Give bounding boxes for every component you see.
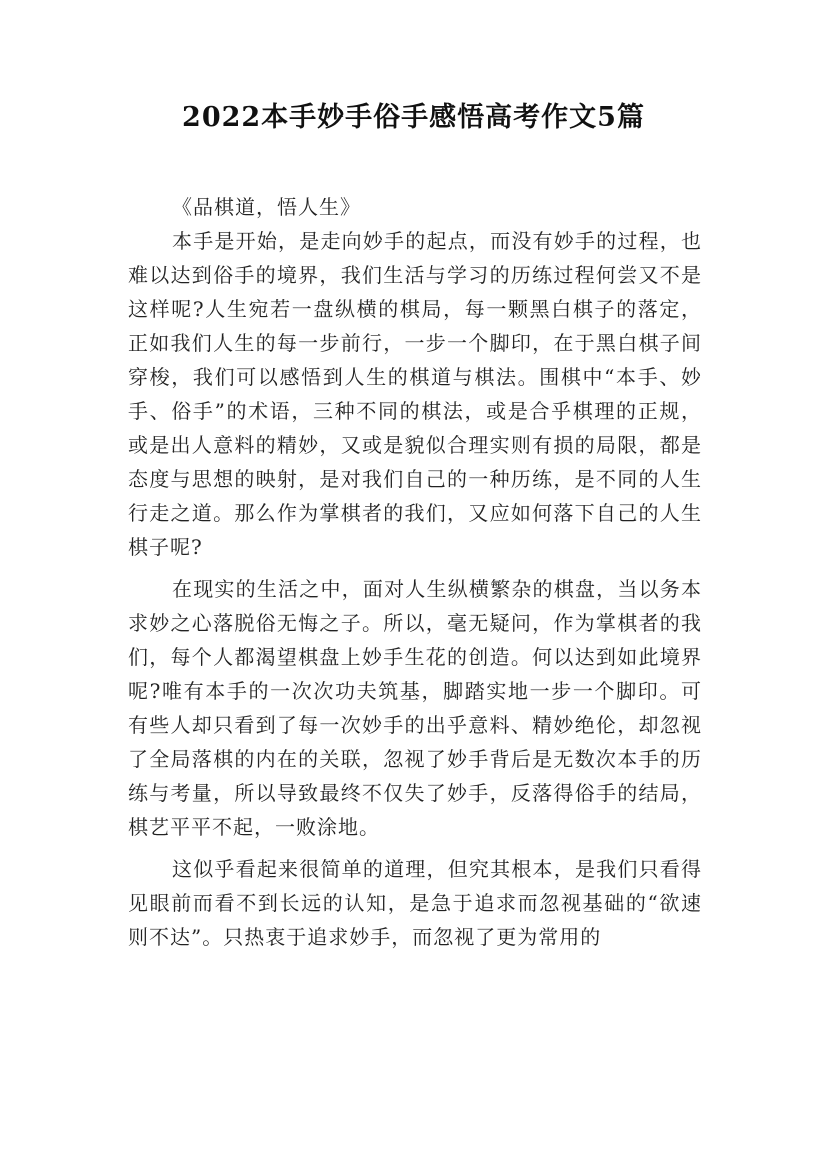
document-body — [128, 190, 702, 962]
essay-subtitle: 《品棋道，悟人生》 — [172, 195, 361, 219]
paragraph-2: 在现实的生活之中，面对人生纵横繁杂的棋盘，当以务本求妙之心落脱俗无悔之子。所以，毫无疑问，作为掌棋者的我们，每个人都渴望棋盘上妙手生花的创造。何以达到如此境界呢?唯有本手的一次次功夫筑基，脚踏实地一步一个脚印。可有些人却只看到了每一次妙手的出乎意料、精妙绝伦，却忽视了全局落棋的内在的关联，忽视了妙手背后是无数次本手的历练与考量，所以导致最终不仅失了妙手，反落得俗手的结局，棋艺平平不起，一败涂地。 — [128, 577, 702, 839]
paragraph-3: 这似乎看起来很简单的道理，但究其根本，是我们只看得见眼前而看不到长远的认知，是急于追求而忽视基础的“欲速则不达”。只热衷于追求妙手，而忽视了更为常用的 — [128, 857, 702, 949]
paragraph-1: 本手是开始，是走向妙手的起点，而没有妙手的过程，也难以达到俗手的境界，我们生活与学习的历练过程何尝又不是这样呢?人生宛若一盘纵横的棋局，每一颗黑白棋子的落定，正如我们人生的每一步前行，一步一个脚印，在于黑白棋子间穿梭，我们可以感悟到人生的棋道与棋法。围棋中“本手、妙手、俗手”的术语，三种不同的棋法，或是合乎棋理的正规，或是出人意料的精妙，又或是貌似合理实则有损的局限，都是态度与思想的映射，是对我们自己的一种历练，是不同的人生行走之道。那么作为掌棋者的我们，又应如何落下自己的人生棋子呢? — [128, 229, 702, 559]
document-title: 2022本手妙手俗手感悟高考作文5篇 — [182, 102, 645, 133]
